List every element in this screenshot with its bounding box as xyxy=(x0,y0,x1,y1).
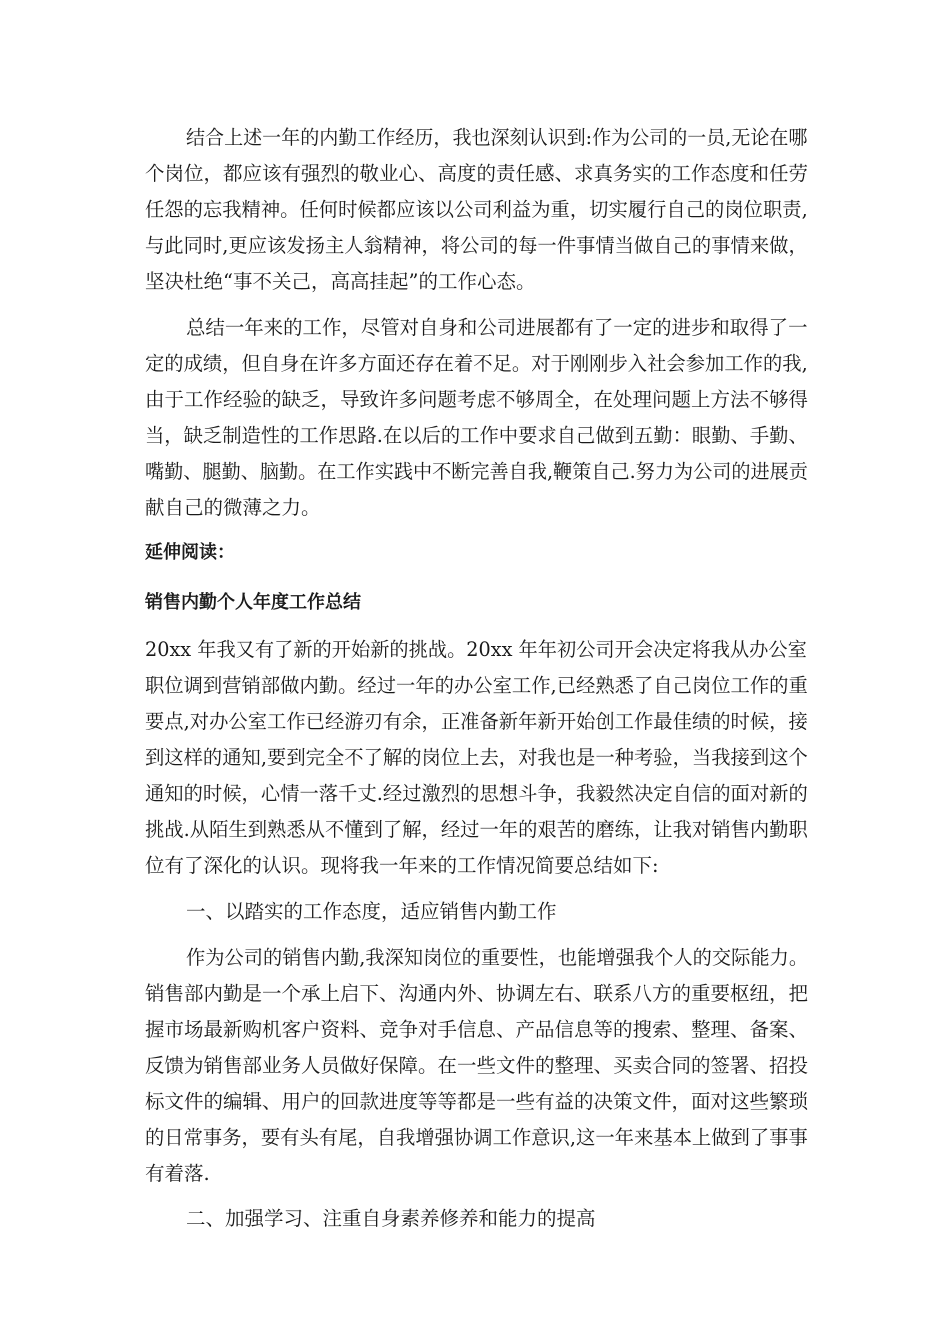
paragraph-3-line: 挑战.从陌生到熟悉从不懂到了解，经过一年的艰苦的磨练，让我对销售内勤职 xyxy=(145,818,808,841)
paragraph-3-line: 通知的时候，心情一落千丈.经过激烈的思想斗争，我毅然决定自信的面对新的 xyxy=(145,782,808,805)
paragraph-3-line: 职位调到营销部做内勤。经过一年的办公室工作,已经熟悉了自己岗位工作的重 xyxy=(145,674,808,697)
paragraph-2-line: 定的成绩，但自身在许多方面还存在着不足。对于刚刚步入社会参加工作的我, xyxy=(145,352,808,375)
paragraph-4-line: 握市场最新购机客户资料、竞争对手信息、产品信息等的搜索、整理、备案、 xyxy=(145,1018,809,1041)
paragraph-1-line: 任怨的忘我精神。任何时候都应该以公司利益为重，切实履行自己的岗位职责, xyxy=(145,198,808,221)
paragraph-3-line: 到这样的通知,要到完全不了解的岗位上去，对我也是一种考验，当我接到这个 xyxy=(145,746,808,769)
paragraph-2-line: 总结一年来的工作，尽管对自身和公司进展都有了一定的进步和取得了一 xyxy=(186,316,808,339)
article-title: 销售内勤个人年度工作总结 xyxy=(145,592,361,613)
paragraph-3-line: 要点,对办公室工作已经游刃有余，正准备新年新开始创工作最佳绩的时候，接 xyxy=(145,710,808,733)
paragraph-2-line: 嘴勤、腿勤、脑勤。在工作实践中不断完善自我,鞭策自己.努力为公司的进展贡 xyxy=(145,460,808,483)
paragraph-4-line: 标文件的编辑、用户的回款进度等等都是一些有益的决策文件，面对这些繁琐 xyxy=(145,1090,809,1113)
extended-reading-heading: 延伸阅读： xyxy=(145,542,235,563)
paragraph-2-line: 献自己的微薄之力。 xyxy=(145,496,321,519)
paragraph-4-line: 作为公司的销售内勤,我深知岗位的重要性，也能增强我个人的交际能力。 xyxy=(186,946,809,969)
paragraph-1-line: 结合上述一年的内勤工作经历，我也深刻认识到:作为公司的一员,无论在哪 xyxy=(186,127,808,149)
paragraph-3-line: 位有了深化的认识。现将我一年来的工作情况简要总结如下: xyxy=(145,854,659,877)
paragraph-4-line: 有着落. xyxy=(145,1162,210,1185)
paragraph-4-line: 的日常事务，要有头有尾，自我增强协调工作意识,这一年来基本上做到了事事 xyxy=(145,1126,808,1149)
paragraph-4-line: 反馈为销售部业务人员做好保障。在一些文件的整理、买卖合同的签署、招投 xyxy=(145,1054,809,1077)
paragraph-3-line: 20xx 年我又有了新的开始新的挑战。20xx 年年初公司开会决定将我从办公室 xyxy=(145,638,807,661)
paragraph-1-line: 与此同时,更应该发扬主人翁精神，将公司的每一件事情当做自己的事情来做， xyxy=(145,234,808,257)
paragraph-1-line: 坚决杜绝“事不关己，高高挂起”的工作心态。 xyxy=(145,270,536,293)
paragraph-2-line: 当，缺乏制造性的工作思路.在以后的工作中要求自己做到五勤：眼勤、手勤、 xyxy=(145,424,808,447)
paragraph-4-line: 销售部内勤是一个承上启下、沟通内外、协调左右、联系八方的重要枢纽，把 xyxy=(145,982,809,1005)
section-2-heading: 二、加强学习、注重自身素养修养和能力的提高 xyxy=(186,1207,596,1230)
paragraph-2-line: 由于工作经验的缺乏，导致许多问题考虑不够周全，在处理问题上方法不够得 xyxy=(145,388,809,411)
paragraph-1-line: 个岗位，都应该有强烈的敬业心、高度的责任感、求真务实的工作态度和任劳 xyxy=(145,162,809,185)
section-1-heading: 一、以踏实的工作态度，适应销售内勤工作 xyxy=(186,900,557,923)
